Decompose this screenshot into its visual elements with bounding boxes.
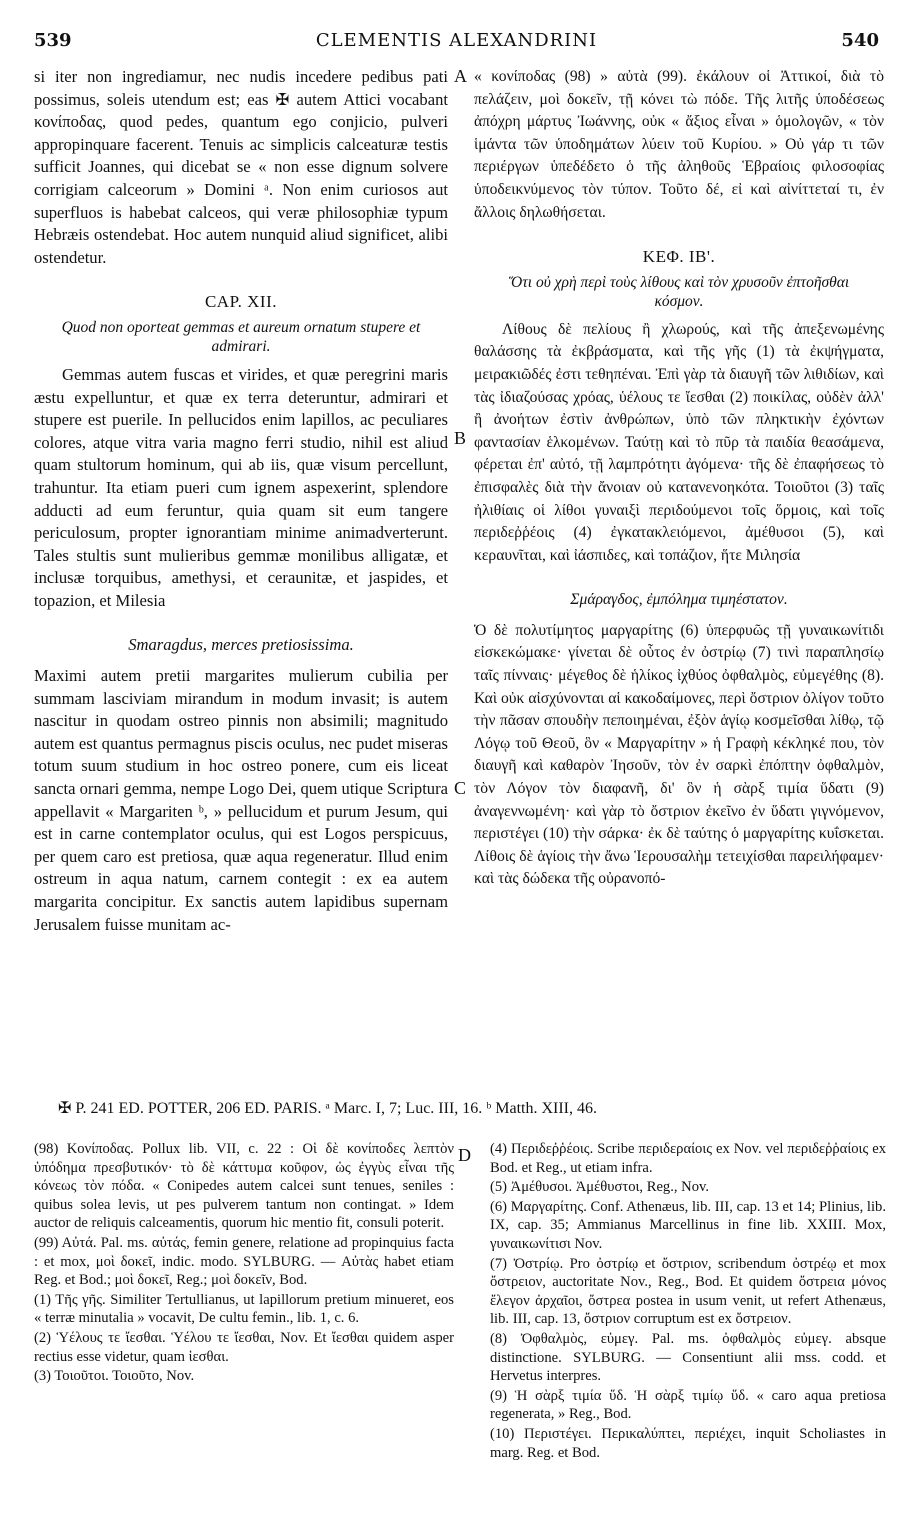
margin-letter-c: C xyxy=(454,778,467,798)
greek-paragraph-3: Ὁ δὲ πολυτίμητος μαργαρίτης (6) ὑπερφυῶς τῇ γυναικωνίτιδι εἰσκεκώμακε· γίνεται δὲ οὗτος ἐν ὀστρίῳ (7) τινὶ παραπλησίῳ ταῖς πίνναις· μέγεθος δὲ ἡλίκος ἰχθύος ὀφθαλμὸς, εὐμεγέθης (8). Καὶ οὐκ αἰσχύνονται αἱ κακοδαίμονες, περὶ ὄστριον ὀλίγον τοῦτο τὴν πᾶσαν σπουδὴν πεποιημέναι, ἐξὸν ἁγίῳ κοσμεῖσθαι λίθῳ, τῷ Λόγῳ τοῦ Θεοῦ, ὃν « Μαργαρίτην » ἡ Γραφὴ κέκληκέ που, τὸν διαυγῆ καὶ καθαρὸν Ἰησοῦν, τὸν ἐν σαρκὶ ἐπόπτην ὀφθαλμὸν, τὸν Λόγον τὸν διαφανῆ, δι' ὃν ἡ σὰρξ τιμία ὕδατι (9) ἀναγεννωμένη· καὶ γὰρ τὸ ὄστριον ἐκεῖνο ἐν ὕδατι γιγνόμενον, περιστέγει (10) τὴν σάρκα· ἐκ δὲ ταύτης ὁ μαργαρίτης κυΐσκεται. Λίθοις δὲ ἁγίοις τὴν ἄνω Ἱερουσαλὴμ τετειχίσθαι παρειλήφαμεν· καὶ τὰς δώδεκα τῆς οὐρανοπό- xyxy=(474,621,884,888)
latin-paragraph-2: Gemmas autem fuscas et virides, et quæ peregrini maris æstu expelluntur, et quæ ex terra deteruntur, admirari et stupere est puerile. In pellucidos enim lapillos, ac peculiares colores, atque vitra varia magno ferri studio, nihil est aliud quam stultorum hominum, qui ab iis, quæ visum percellunt, trahuntur. Ita etiam pueri cum ignem aspexerint, splendore adducti ad eum feruntur, quia quam sit eum tangere periculosum, propter ignorantiam minime animadverterunt. Tales stultis sunt mulieribus gemmæ monilibus alligatæ, et inclusæ torquibus, amethysi, et ceraunitæ, et jaspides, et topazion, et Milesia xyxy=(34,364,448,610)
footnote: (8) Ὀφθαλμὸς, εὐμεγ. Pal. ms. ὀφθαλμὸς εὐμεγ. absque distinctione. SYLBURG. — Consentiunt alii mss. codd. et Hervetus interpres. xyxy=(490,1330,886,1385)
footnote: (7) Ὀστρίῳ. Pro ὀστρίῳ et ὄστριον, scribendum ὀστρέῳ et mox ὄστρειον, auctoritate Nov., Reg., Bod. Et quidem ὄστρεια μόνος ἔλεγον ἀρχαῖοι, ὄστρεα postea in usum venit, ut refert Athenæus, lib. III, cap. 13, ὄστριον corruptum est ex ὄστρειον. xyxy=(490,1255,886,1328)
latin-paragraph-1: si iter non ingrediamur, nec nudis incedere pedibus pati possimus, soleis utendum est; eas ✠ autem Attici vocabant κονίποδας, quod pedes, quantum ego conjicio, pulveri appropinquare facerent. Tenuis ac simplicis calceaturæ testis sufficit Joannes, qui dicebat se « non esse dignum solvere corrigiam calceorum » Domini ᵃ. Non enim curiosos aut superfluos is habebat calceos, qui veræ philosophiæ typum Hebræis ostendebat. Hoc autem nunquid aliud significet, alibi ostendetur. xyxy=(34,67,448,267)
greek-paragraph-2: Λίθους δὲ πελίους ἢ χλωρούς, καὶ τῆς ἀπεξενωμένης θαλάσσης τὰ ἐκβράσματα, καὶ τῆς γῆς (1) τὰ ἐκψήγματα, μειρακιῶδές ἐστι τεθηπέναι. Ἐπὶ γὰρ τὰ διαυγῆ τῶν λιθιδίων, καὶ τὰς ἰδιαζούσας χρόας, ὑέλους τε ἴεσθαι (2) ποικίλας, οὐδὲν ἀλλ' ἢ ἀνοήτων ἐστὶν ἀνθρώπων, ὑπὸ τῶν πληκτικὴν ἐχόντων φαντασίαν ἑλκομένων. Ταύτῃ καὶ τὸ πῦρ τὰ παιδία θεασάμενα, φέρεται ἐπ' αὐτό, τῇ λαμπρότητι ἀγόμενα· τῆς δὲ ἐπαφήσεως τὸ ἐπισφαλὲς διὰ τὴν ἄνοιαν οὐ κατανενοηκότα. Τοιοῦτοι (3) ταῖς ἠλιθίαις οἱ λίθοι γυναιξὶ περιδούμενοι τοῖς ὅρμοις, καὶ τοῖς περιδεῤῥέοις (4) ἐγκατακλειόμενοι, ἀμέθυσοι (5), καὶ κεραυνῖται, καὶ ἰάσπιδες, καὶ τοπάζιον, ἥτε Μιλησία xyxy=(474,320,884,564)
footnote: (4) Περιδεῤῥέοις. Scribe περιδεραίοις ex Nov. vel περιδεῤῥαίοις ex Bod. et Reg., ut etiam infra. xyxy=(490,1141,886,1176)
latin-column xyxy=(34,66,448,936)
margin-letter-a: A xyxy=(454,66,467,86)
page-header xyxy=(34,30,879,56)
latin-paragraph-3: Maximi autem pretii margarites mulierum cubilia per summam lasciviam mirandum in modum invasit; is autem nascitur in quodam ostreo pinnis non absimili; magnitudo autem est quantus permagnus piscis oculus, nec pudet miseras totum suum studium in hoc ostreo ponere, cum eis liceat sancta ornari gemma, nempe Logo Dei, quem utique Scriptura appellavit « Margariten ᵇ, » pellucidum et purum Jesum, qui est in carne contemplator oculus, qui est Logos perspicuus, per quem caro est pretiosa, quæ aqua regeneratur. Illud enim ostreum in aqua natum, carnem contegit : ex ea autem margarita concipitur. Ex sanctis autem lapidibus supernam Jerusalem fuisse munitam ac- xyxy=(34,666,448,934)
footnote: (99) Αὐτά. Pal. ms. αὐτάς, femin genere, relatione ad propinquius facta : et mox, μοὶ δοκεῖ, indic. modo. SYLBURG. — Αὐτὰς habet etiam Reg. et Bod.; μοὶ δοκεῖ, Reg.; μοὶ δοκεῖν, Bod. xyxy=(34,1234,454,1289)
greek-paragraph-1: « κονίποδας (98) » αὐτὰ (99). ἐκάλουν οἱ Ἀττικοί, διὰ τὸ πελάζειν, μοὶ δοκεῖν, τῇ κόνει τὼ πόδε. Τῆς λιτῆς ὑποδέσεως ἀπόχρη μάρτυς Ἰωάννης, οὐκ « ἄξιος εἶναι » ὁμολογῶν, « τὸν ἱμάντα τῶν ὑποδημάτων λύειν τοῦ Κυρίου. » Οὐ γάρ τι τῶν περιέργων ὑπεδέδετο ὁ τῆς ἀληθοῦς Ἑβραίοις φιλοσοφίας ὑποδεικνύμενος τὸν τύπον. Τοῦτο δέ, εἰ καὶ αἰνίττεταί τι, ἐν ἄλλοις δηλωθήσεται. xyxy=(474,68,884,221)
latin-section-title: Smaragdus, merces pretiosissima. xyxy=(128,635,354,655)
greek-column xyxy=(474,66,884,891)
footnote: (6) Μαργαρίτης. Conf. Athenæus, lib. III, cap. 13 et 14; Plinius, lib. IX, cap. 35; Ammianus Marcellinus in fine lib. XXIII. Mox, γυναικωνίτισι Nov. xyxy=(490,1198,886,1252)
page-number-left: 539 xyxy=(34,30,72,51)
margin-letter-b: B xyxy=(454,428,467,448)
footnotes-right xyxy=(490,1140,886,1462)
footnote: (1) Τῆς γῆς. Similiter Tertullianus, ut lapillorum pretium minueret, eos « terræ minutalia » vocavit, De cultu femin., lib. 1, c. 6. xyxy=(34,1291,454,1327)
greek-chapter-subtitle: Ὅτι οὐ χρὴ περὶ τοὺς λίθους καὶ τὸν χρυσοῦν ἐπτοῆσθαι κόσμον. xyxy=(508,273,850,310)
footnotes-left xyxy=(34,1140,454,1386)
footnote: (10) Περιστέγει. Περικαλύπτει, περιέχει, inquit Scholiastes in marg. Reg. et Bod. xyxy=(490,1425,886,1461)
footnote: (9) Ἡ σὰρξ τιμία ὕδ. Ἡ σὰρξ τιμίῳ ὕδ. « caro aqua pretiosa regenerata, » Reg., Bod. xyxy=(490,1387,886,1423)
page-number-right: 540 xyxy=(841,30,879,51)
reference-line: ✠ P. 241 ED. POTTER, 206 ED. PARIS. ᵃ Marc. I, 7; Luc. III, 16. ᵇ Matth. XIII, 46. xyxy=(58,1100,597,1117)
footnote: (3) Τοιοῦτοι. Τοιοῦτο, Nov. xyxy=(34,1368,195,1385)
footnote: (98) Κονίποδας. Pollux lib. VII, c. 22 : Οἱ δὲ κονίποδες λεπτὸν ὑπόδημα πρεσβυτικόν· τὸ δὲ κάττυμα κοῦφον, ὡς ἐγγὺς εἶναι τῆς κόνεως τὸν πόδα. « Conipedes autem calcei sunt tenues, seniles : quibus solea levis, ut pes pulverem tantum non contingat. » Idem auctor de reliquis calceamentis, quorum hic mentio fit, consuli poterit. xyxy=(34,1141,454,1232)
latin-chapter-subtitle: Quod non oporteat gemmas et aureum ornatum stupere et admirari. xyxy=(61,318,421,355)
margin-letter-d: D xyxy=(458,1145,471,1165)
running-title: CLEMENTIS ALEXANDRINI xyxy=(315,30,598,51)
footnote: (2) Ὑέλους τε ἴεσθαι. Ὑέλου τε ἴεσθαι, Nov. Et ἴεσθαι quidem asper rectius esse videtur, quam ἱεσθαι. xyxy=(34,1329,454,1365)
greek-chapter-heading: ΚΕΦ. ΙΒ'. xyxy=(642,247,716,267)
latin-chapter-heading: CAP. XII. xyxy=(204,292,278,312)
footnote: (5) Ἀμέθυσοι. Ἀμέθυστοι, Reg., Nov. xyxy=(490,1179,710,1196)
greek-section-title: Σμάραγδος, ἐμπόλημα τιμηέστατον. xyxy=(570,591,788,609)
